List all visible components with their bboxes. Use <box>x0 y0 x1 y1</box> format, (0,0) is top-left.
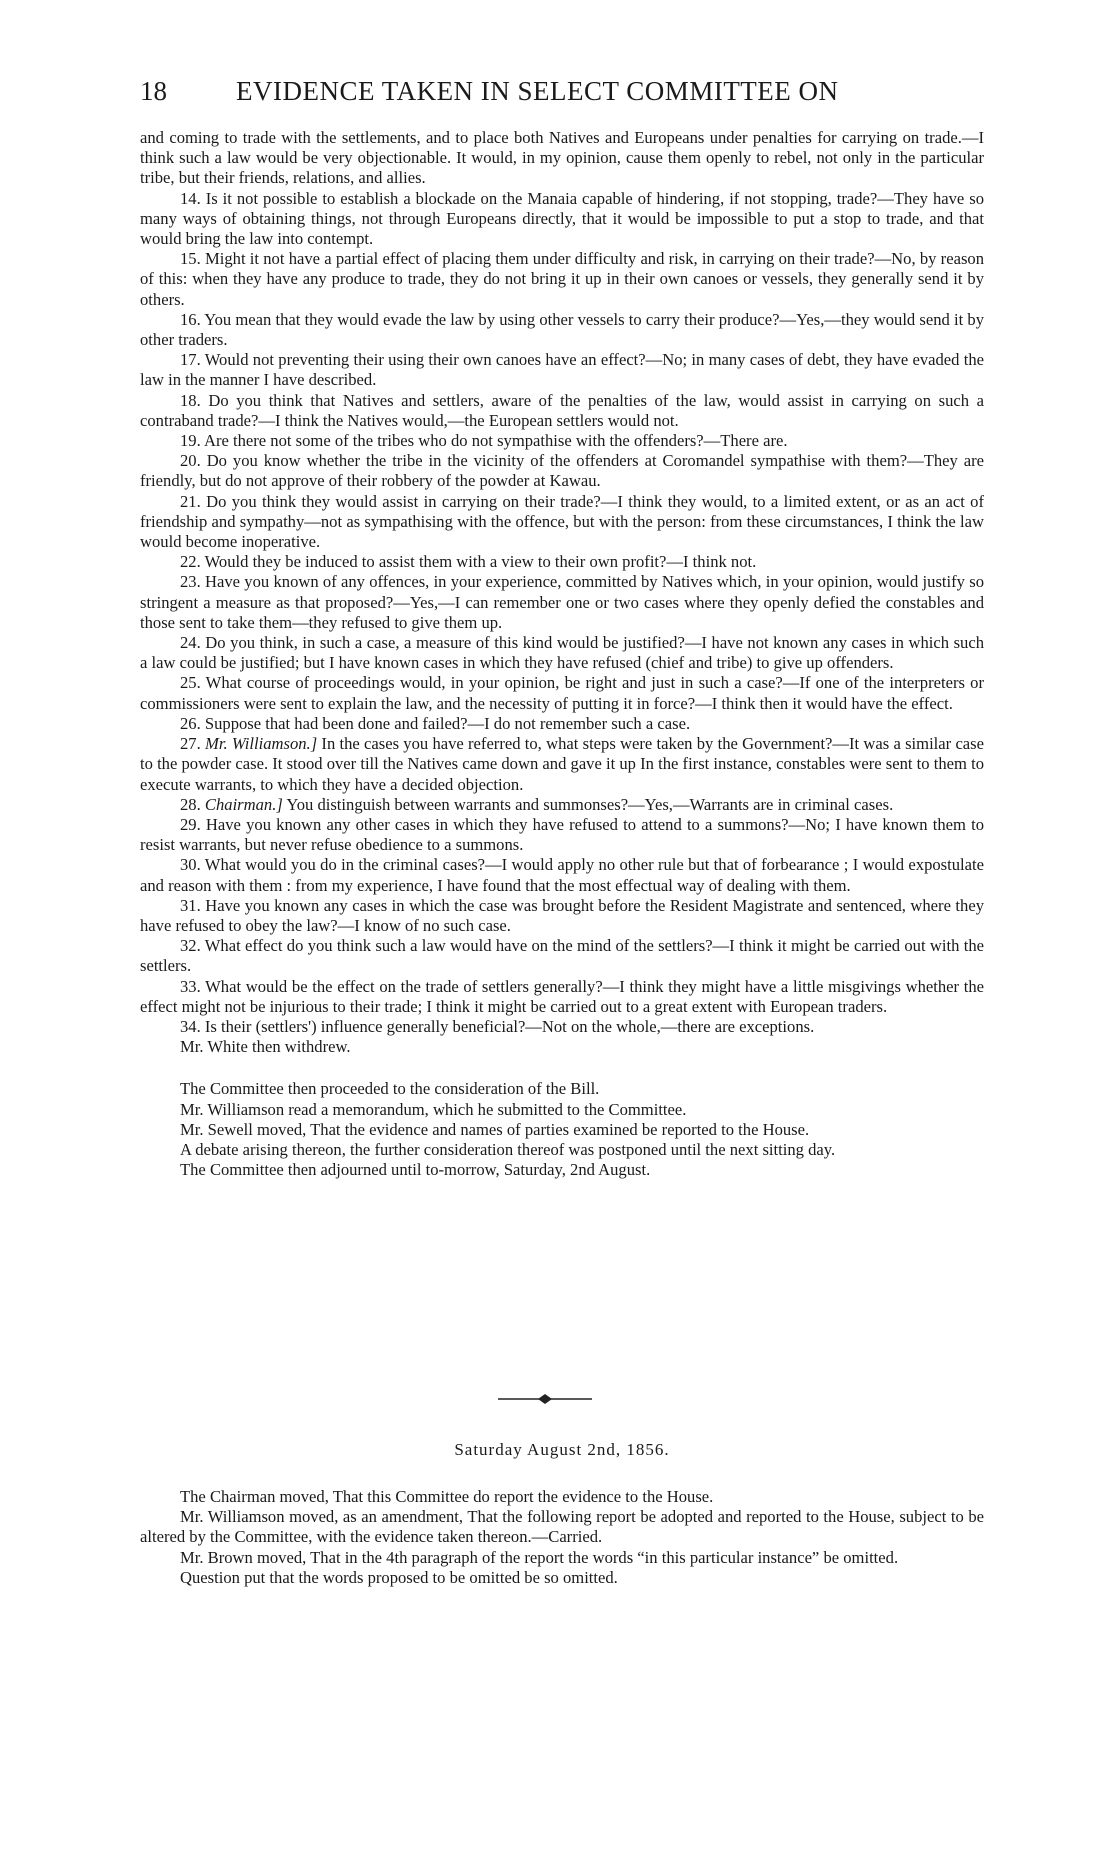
minute-3: Mr. Sewell moved, That the evidence and names of parties examined be reported to the House. <box>180 1119 810 1139</box>
minute-1: The Committee then proceeded to the consideration of the Bill. <box>180 1079 600 1099</box>
question-19: 19. Are there not some of the tribes who do not sympathise with the offenders?—There are. <box>180 431 788 451</box>
page-header <box>140 76 980 116</box>
paragraph-gap <box>140 1057 984 1079</box>
speaker-label: Mr. Williamson.] <box>205 734 318 754</box>
question-24: 24. Do you think, in such a case, a measure of this kind would be justified?—I have not known any cases in which such a law could be justified; but I have known cases in which they have refused (chief and tribe) to give up offenders. <box>140 633 984 673</box>
question-23: 23. Have you known of any offences, in your experience, committed by Natives which, in your opinion, would justify so stringent a measure as that proposed?—Yes,—I can remember one or two cases where they openly defied the constables and those sent to take them—they refused to give them up. <box>140 572 984 632</box>
question-text: You distinguish between warrants and summonses?—Yes,—Warrants are in criminal cases. <box>286 794 894 814</box>
witness-withdrew: Mr. White then withdrew. <box>180 1037 351 1057</box>
question-29: 29. Have you known any other cases in which they have refused to attend to a summons?—No; I have known them to resist warrants, but never refuse obedience to a summons. <box>140 814 984 855</box>
question-30: 30. What would you do in the criminal cases?—I would apply no other rule but that of forbearance ; I would expostulate and reason with them : from my experience, I have found that the most effectual way of dealing with them. <box>140 855 984 895</box>
question-20: 20. Do you know whether the tribe in the vicinity of the offenders at Coromandel sympathise with them?—They are friendly, but do not approve of their robbery of the powder at Kawau. <box>140 451 984 491</box>
question-text: In the cases you have referred to, what steps were taken by the Government?—It was a similar case to the powder case. It stood over till the Natives came down and gave it up In the first instance, constables were sent to them to execute warrants, to which they have a decided objection. <box>140 734 984 794</box>
question-26: 26. Suppose that had been done and failed?—I do not remember such a case. <box>180 713 691 733</box>
question-number: 28. <box>180 794 201 814</box>
proceeding-4: Question put that the words proposed to be omitted be so omitted. <box>180 1567 618 1587</box>
proceeding-2: Mr. Williamson moved, as an amendment, That the following report be adopted and reported to the House, subject to be altered by the Committee, with the evidence taken thereon.—Carried. <box>140 1507 984 1547</box>
question-17: 17. Would not preventing their using their own canoes have an effect?—No; in many cases of debt, they have evaded the law in the manner I have described. <box>140 350 984 390</box>
minute-5: The Committee then adjourned until to-morrow, Saturday, 2nd August. <box>180 1160 651 1180</box>
question-25: 25. What course of proceedings would, in your opinion, be right and just in such a case?—If one of the interpreters or commissioners were sent to explain the law, and the necessity of putting it in force?—I think then it would have the effect. <box>140 673 984 713</box>
question-27 <box>140 734 984 795</box>
question-15: 15. Might it not have a partial effect of placing them under difficulty and risk, in carrying on their trade?—No, by reason of this: when they have any produce to trade, they do not bring it up in their own canoes or vessels, they generally send it by others. <box>140 249 984 309</box>
minute-4: A debate arising thereon, the further consideration thereof was postponed until the next sitting day. <box>180 1139 836 1159</box>
proceeding-3: Mr. Brown moved, That in the 4th paragraph of the report the words “in this particular instance” be omitted. <box>180 1547 899 1567</box>
question-18: 18. Do you think that Natives and settlers, aware of the penalties of the law, would assist in carrying on such a contraband trade?—I think the Natives would,—the European settlers would not. <box>140 390 984 430</box>
question-33: 33. What would be the effect on the trade of settlers generally?—I think they might have a little misgivings whether the effect might not be injurious to their trade; I think it might be carried out to a great extent with European traders. <box>140 976 984 1016</box>
question-14: 14. Is it not possible to establish a blockade on the Manaia capable of hindering, if not stopping, trade?—They have so many ways of obtaining things, not through Europeans directly, that it would be impossible to put a stop to trade, and that would bring the law into contempt. <box>140 188 984 249</box>
minute-2: Mr. Williamson read a memorandum, which he submitted to the Committee. <box>180 1099 687 1119</box>
page-number: 18 <box>140 76 167 106</box>
question-31: 31. Have you known any cases in which the case was brought before the Resident Magistrate and sentenced, where they have refused to obey the law?—I know of no such case. <box>140 895 984 935</box>
section-divider <box>498 1391 592 1407</box>
evidence-text <box>140 128 984 1180</box>
proceedings-text <box>140 1487 984 1588</box>
paragraph-intro: and coming to trade with the settlements, and to place both Natives and Europeans under penalties for carrying on trade.—I think such a law would be very objectionable. It would, in my opinion, cause them openly to rebel, not only in the particular tribe, but their friends, relations, and allies. <box>140 128 984 188</box>
question-22: 22. Would they be induced to assist them with a view to their own profit?—I think not. <box>180 552 757 572</box>
question-number: 27. <box>180 734 201 754</box>
running-title: EVIDENCE TAKEN IN SELECT COMMITTEE ON <box>236 76 839 106</box>
proceeding-1: The Chairman moved, That this Committee do report the evidence to the House. <box>180 1487 714 1506</box>
question-16: 16. You mean that they would evade the law by using other vessels to carry their produce?—Yes,—they would send it by other traders. <box>140 309 984 350</box>
question-32: 32. What effect do you think such a law would have on the mind of the settlers?—I think it might be carried out with the settlers. <box>140 936 984 976</box>
question-21: 21. Do you think they would assist in carrying on their trade?—I think they would, to a limited extent, or as an act of friendship and sympathy—not as sympathising with the offence, but with the person: from these circumstances, I think the law would become inoperative. <box>140 491 984 552</box>
question-34: 34. Is their (settlers') influence generally beneficial?—Not on the whole,—there are exceptions. <box>180 1016 815 1036</box>
date-heading: Saturday August 2nd, 1856. <box>454 1440 670 1459</box>
question-28 <box>140 795 984 815</box>
speaker-label: Chairman.] <box>204 794 283 814</box>
